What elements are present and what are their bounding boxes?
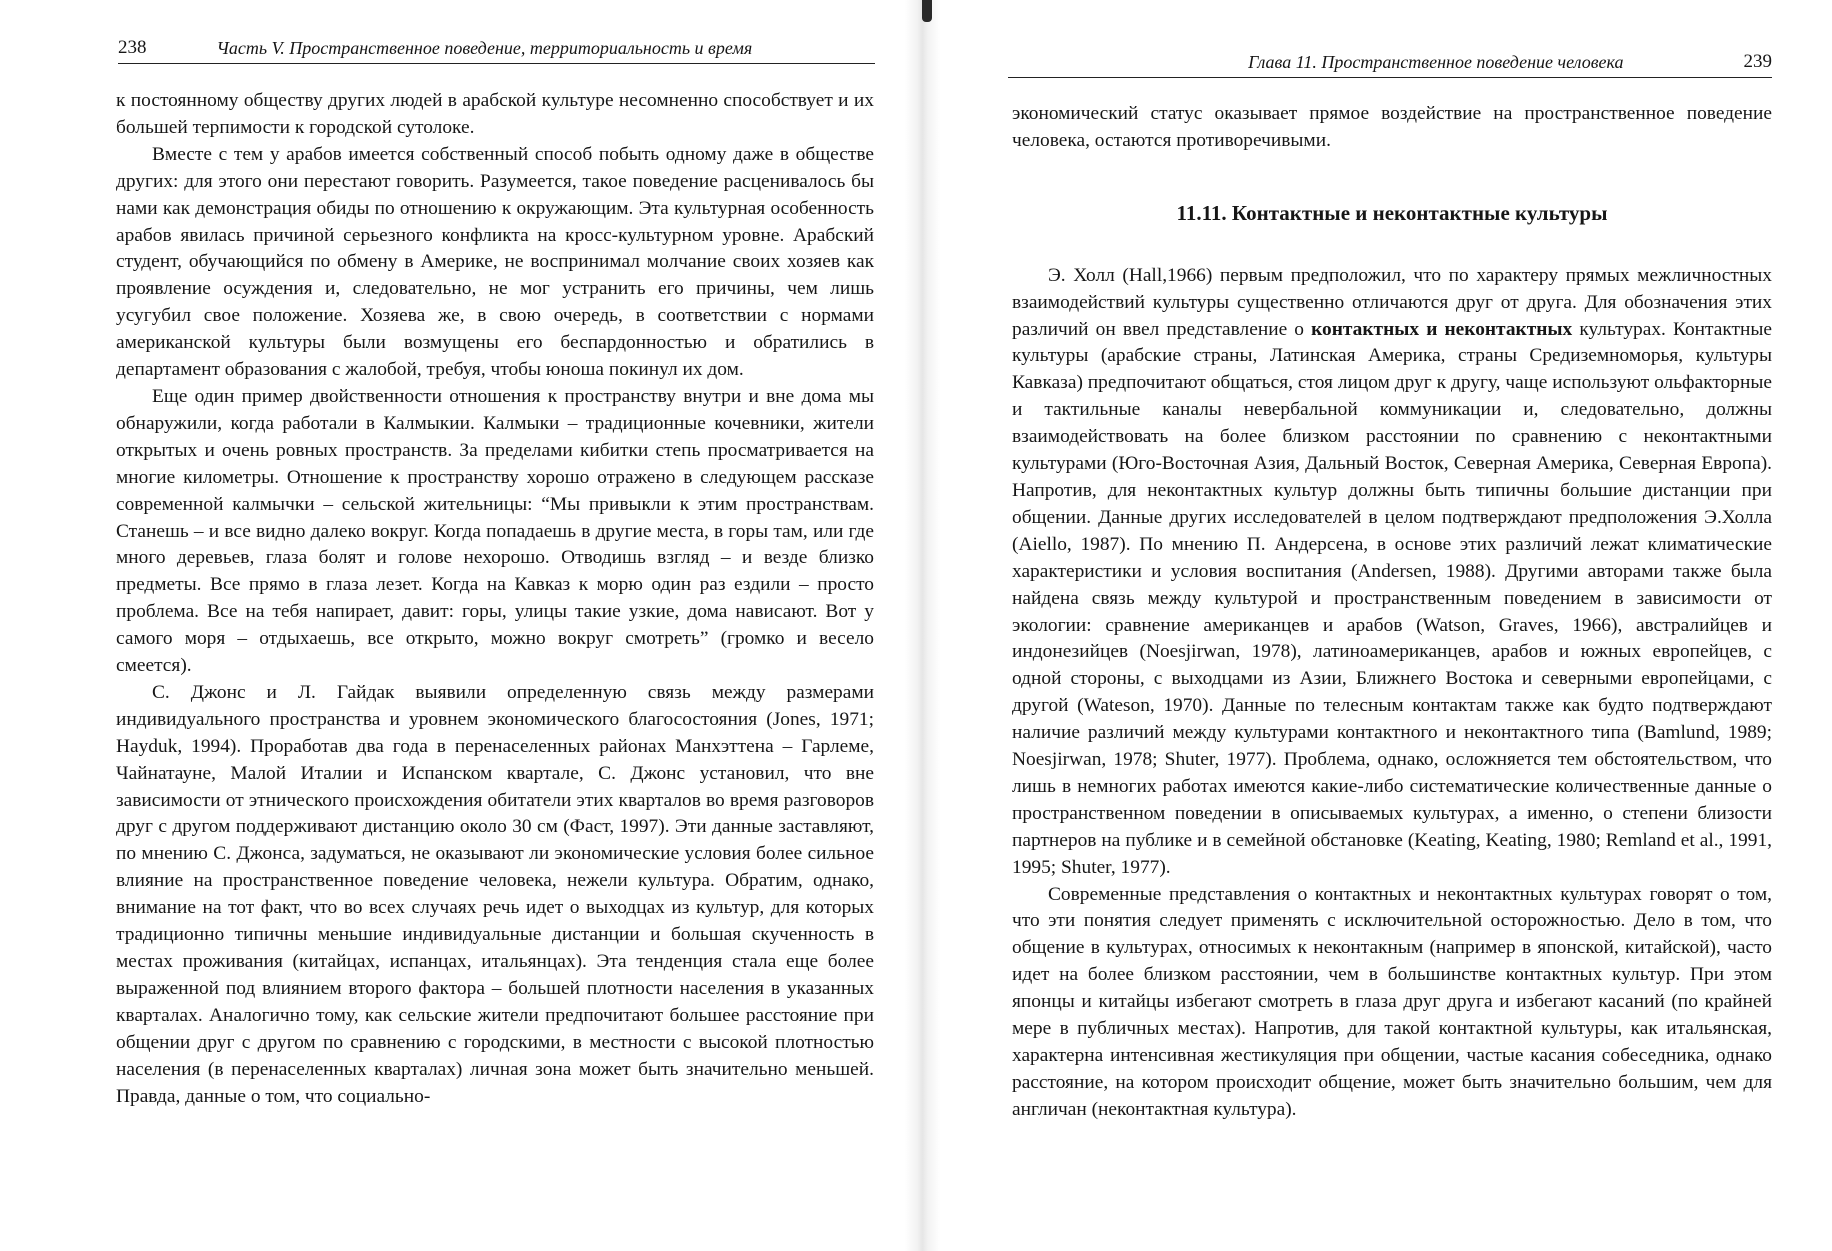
paragraph: С. Джонс и Л. Гайдак выявили определенную связь между размерами индивидуального пространства и уровнем экономического благосостояния (Jones, 1971; Hayduk, 1994). Проработав два года в перенаселенных районах Манхэттена – Гарлеме, Чайнатауне, Малой Италии и Испанском квартале, С. Джонс установил, что вне зависимости от этнического происхождения обитатели этих кварталов во время разговоров друг с другом поддерживают дистанцию около 30 см (Фаст, 1997). Эти данные заставляют, по мнению С. Джонса, задуматься, не оказывают ли экономические условия более сильное влияние на пространственное поведение человека, нежели культура. Обратим, однако, внимание на тот факт, что во всех случаях речь идет о выходцах из культур, для которых традиционно типичны меньшие индивидуальные дистанции и большая скученность в местах проживания (китайцах, испанцах, итальянцах). Эта тенденция стала еще более выраженной под влиянием второго фактора – большей плотности населения в указанных кварталах. Аналогично тому, как сельские жители предпочитают большее расстояние при общении друг с другом по сравнению с городскими, в местности с высокой плотностью населения (в перенаселенных кварталах) личная зона может быть значительно меньшей. Правда, данные о том, что социально- [116, 681, 874, 1107]
paragraph: экономический статус оказывает прямое воздействие на пространственное поведение человека, остаются противоречивыми. [1012, 103, 1772, 151]
text-run: культурах. Контактные культуры (арабские страны, Латинская Америка, страны Средиземноморья, культуры Кавказа) предпочитают общаться, стоя лицом друг к другу, чаще используют ольфакторные и тактильные каналы невербальной коммуникации и, следовательно, должны взаимодействовать на более близком расстоянии по сравнению с неконтактными культурами (Юго-Восточная Азия, Дальный Восток, Северная Америка, Северная Европа). Напротив, для неконтактных культур должны быть типичны большие дистанции при общении. Данные других исследователей в целом подтверждают предположения Э.Холла (Aiello, 1987). По мнению П. Андерсена, в основе этих различий лежат климатические характеристики и условия воспитания (Andersen, 1988). Другими авторами также была найдена связь между культурой и пространственным поведением в зависимости от экологии: сравнение американцев и арабов (Watson, Graves, 1966), австралийцев и индонезийцев (Noesjirwan, 1978), латиноамериканцев, арабов и южных европейцев, с одной стороны, с выходцами из Азии, Ближнего Востока и северными европейцами, с другой (Wateson, 1970). Данные по телесным контактам также как будто подтверждают наличие различий между культурами контактного и неконтактного типа (Bamlund, 1989; Noesjirwan, 1978; Shuter, 1977). Проблема, однако, осложняется тем обстоятельством, что лишь в немногих работах имеются какие-либо систематические количественные данные о пространственном поведении в описываемых культурах, а именно, о степени близости партнеров на публике и в семейной обстановке (Keating, Keating, 1980; Remland et al., 1991, 1995; Shuter, 1977). [1012, 318, 1773, 878]
bold-term: контактных и неконтактных [1311, 318, 1573, 340]
right-running-head [1008, 44, 1772, 78]
right-page-text [1012, 101, 1772, 1124]
left-page [0, 0, 905, 1251]
text-run: Э. Холл (Hall,1966) первым предположил, что по характеру прямых межличностных взаимодействий культуры существенно отличаются друг от друга. Для обозначения этих различий он ввел представление о [1012, 264, 1772, 340]
running-head-title: Часть V. Пространственное поведение, территориальность и время [216, 38, 753, 58]
book-gutter [905, 0, 940, 1251]
page-number: 239 [1743, 51, 1772, 72]
binding-mark [922, 0, 932, 22]
paragraph: Вместе с тем у арабов имеется собственный способ побыть одному даже в обществе других: для этого они перестают говорить. Разумеется, такое поведение расценивалось бы нами как демонстрация обиды по отношению к окружающим. Эта культурная особенность арабов явилась причиной серьезного конфликта на кросс-культурном уровне. Арабский студент, обучающийся по обмену в Америке, не воспринимал молчание своих хозяев как проявление осуждения и, следовательно, не мог устранить его причины, чем лишь усугубил свое положение. Хозяева же, в свою очередь, в соответствии с нормами американской культуры были возмущены его беспардонностью и обратились в департамент образования с жалобой, требуя, чтобы юноша покинул их дом. [116, 143, 874, 381]
paragraph: Современные представления о контактных и неконтактных культурах говорят о том, что эти понятия следует применять с исключительной осторожностью. Дело в том, что общение в культурах, относимых к неконтакным (например в японской, китайской), часто идет на более близком расстоянии, чем в большинстве контактных культур. При этом японцы и китайцы избегают смотреть в глаза друг друга и избегают касаний (по крайней мере в публичных местах). Напротив, для такой контактной культуры, как итальянская, характерна интенсивная жестикуляция при общении, частые касания собеседника, однако расстояние, на котором происходит общение, может быть значительно большим, чем для англичан (неконтактная культура). [1012, 883, 1772, 1120]
page-number: 238 [118, 37, 147, 58]
right-page [940, 0, 1832, 1251]
paragraph [1012, 263, 1772, 882]
left-running-head [118, 30, 875, 64]
paragraph: Еще один пример двойственности отношения к пространству внутри и вне дома мы обнаружили, когда работали в Калмыкии. Калмыки – традиционные кочевники, жители открытых и очень ровных пространств. За пределами кибитки степь просматривается на многие километры. Отношение к пространству хорошо отражено в следующем рассказе современной калмычки – сельской жительницы: “Мы привыкли к этим пространствам. Станешь – и все видно далеко вокруг. Когда попадаешь в другие места, в горы там, или где много деревьев, глаза болят и голове нехорошо. Отводишь взгляд – и везде близко предметы. Все прямо в глаза лезет. Когда на Кавказ к морю один раз ездили – просто проблема. Все на тебя напирает, давит: горы, улицы такие узкие, дома нависают. Вот у самого моря – отдыхаешь, все открыто, можно вокруг смотреть” (громко и весело смеется). [116, 385, 874, 677]
paragraph: к постоянному обществу других людей в арабской культуре несомненно способствует и их большей терпимости к городской сутолоке. [116, 90, 874, 138]
section-heading: 11.11. Контактные и неконтактные культуры [1176, 200, 1608, 225]
running-head-title: Глава 11. Пространственное поведение человека [1248, 52, 1624, 72]
left-page-text [116, 88, 874, 1110]
